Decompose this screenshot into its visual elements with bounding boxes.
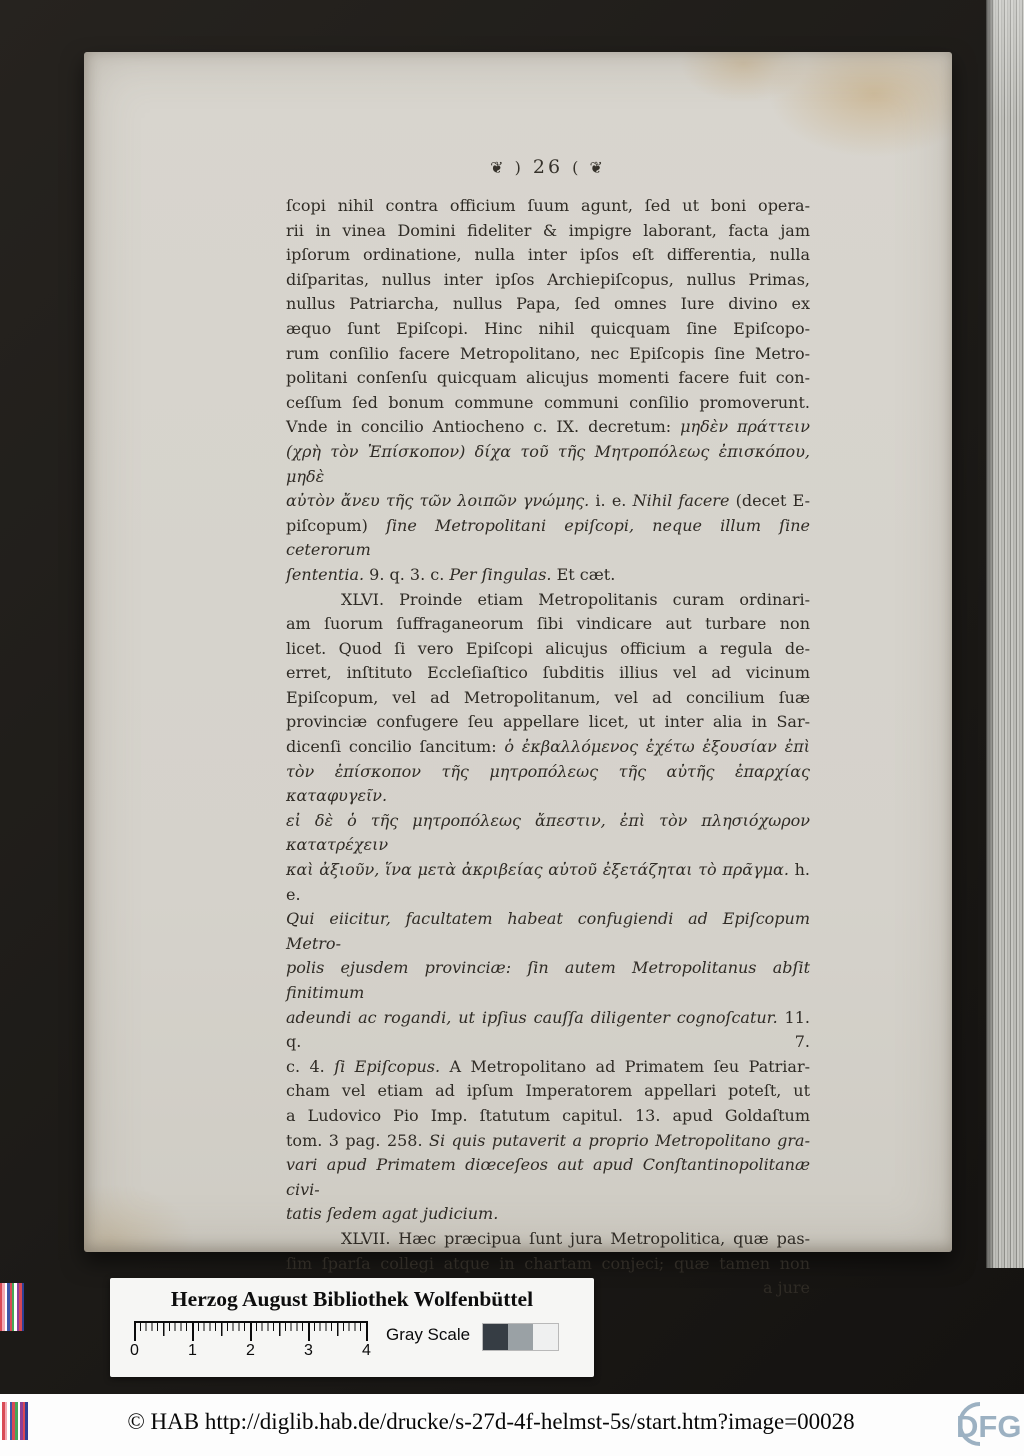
header-ornament-right: ( ❦ (572, 158, 606, 177)
text-segment: erret, inſtituto Eccleſiaſtico ſubditis illius vel ad vicinum (286, 663, 810, 683)
greek-text-segment: καὶ ἀξιοῦν, ἵνα μετὰ ἀκριβείας αὐτοῦ ἐξετάζηται τὸ πρᾶγμα. (286, 860, 789, 880)
text-line (286, 1006, 810, 1055)
text-segment: ſim ſparſa collegi atque in chartam conjeci; quæ tamen non (286, 1253, 810, 1273)
ruler-number: 4 (362, 1342, 371, 1359)
page-text (286, 194, 810, 1301)
text-segment: piſcopum) (286, 515, 387, 535)
text-segment: a jure (762, 1278, 810, 1298)
text-line (286, 735, 810, 760)
text-line (286, 1129, 810, 1154)
italic-text-segment: Nihil facere (632, 491, 736, 511)
italic-text-segment: Si quis putaverit a proprio Metropolitano gra- (429, 1130, 811, 1150)
gray-scale-patch (533, 1324, 558, 1350)
text-segment: ipſorum ordinatione, nulla inter ipſos eſt differentia, nulla (286, 245, 810, 265)
text-segment: c. 4. (286, 1056, 335, 1076)
italic-text-segment: ſententia. (286, 564, 370, 584)
ruler-numbers (130, 1341, 371, 1359)
greek-text-segment: ὁ ἐκβαλλόμενος ἐχέτω ἐξουσίαν ἐπὶ (504, 737, 811, 757)
italic-text-segment: polis ejusdem provinciæ: ſin autem Metropolitanus abſit finitimum (286, 958, 810, 1002)
ruler (130, 1321, 374, 1359)
dfg-logo (944, 1398, 1022, 1450)
text-line (286, 637, 810, 662)
text-segment: tom. 3 pag. 258. (286, 1130, 430, 1150)
greek-text-segment: μηδὲν πράττειν (680, 417, 811, 437)
text-segment: A Metropolitano ad Primatem ſeu Patriar- (440, 1056, 811, 1076)
text-line (286, 760, 810, 809)
text-segment: (decet E- (735, 491, 811, 511)
text-line (286, 956, 810, 1005)
gray-scale-patch (508, 1324, 533, 1350)
text-line (286, 858, 810, 907)
ruler-number: 2 (246, 1342, 255, 1359)
page-text-block (286, 156, 810, 1301)
text-line (286, 194, 810, 219)
text-line (286, 1252, 810, 1277)
text-segment: i. e. (589, 491, 633, 511)
text-line (286, 710, 810, 735)
text-line (286, 440, 810, 489)
text-line (286, 809, 810, 858)
text-segment: am ſuorum ſuffraganeorum ſibi vindicare aut turbare non (286, 614, 810, 634)
italic-text-segment: Per ſingulas. (449, 564, 552, 584)
text-line (286, 489, 810, 514)
greek-text-segment: εἰ δὲ ὁ τῆς μητροπόλεως ἄπεστιν, ἐπὶ τὸν πλησιόχωρον κατατρέχειν (286, 810, 810, 855)
text-line (286, 563, 810, 588)
ruler-number: 0 (130, 1342, 139, 1359)
ruler-ticks (134, 1321, 368, 1341)
page-header (286, 156, 810, 178)
calibration-row (130, 1321, 594, 1359)
ruler-number: 3 (304, 1342, 313, 1359)
text-segment: Vnde in concilio Antiocheno c. IX. decretum: (286, 417, 681, 437)
text-line (286, 292, 810, 317)
text-segment: 9. q. 3. c. (369, 564, 450, 584)
copyright-url: © HAB http://diglib.hab.de/drucke/s-27d-4f-helmst-5s/start.htm?image=00028 (127, 1409, 855, 1434)
library-name: Herzog August Bibliothek Wolfenbüttel (170, 1287, 534, 1311)
reference-card (110, 1278, 594, 1377)
text-line (286, 1202, 810, 1227)
color-stripe (22, 1283, 24, 1331)
text-segment: cham vel etiam ad ipſum Imperatorem appellari poteſt, ut (286, 1081, 810, 1101)
text-segment: rii in vinea Domini fideliter & impigre laborant, facta jam (286, 220, 810, 240)
text-line (286, 1079, 810, 1104)
text-line (286, 342, 810, 367)
text-segment: a Ludovico Pio Imp. ſtatutum capitul. 13. apud Goldaſtum (286, 1105, 810, 1125)
footer-bar (0, 1394, 1024, 1456)
italic-text-segment: vari apud Primatem diœceſeos aut apud Conſtantinopolitanæ civi- (286, 1155, 810, 1199)
color-calibration-bar-small (2, 1402, 28, 1440)
text-segment: Epiſcopum, vel ad Metropolitanum, vel ad concilium ſuæ (286, 687, 810, 707)
text-line (286, 1104, 810, 1129)
book-page (84, 52, 952, 1298)
text-segment: nullus Patriarcha, nullus Papa, ſed omnes Iure divino ex (286, 294, 810, 314)
text-line (286, 1055, 810, 1080)
ruler-number: 1 (188, 1342, 197, 1359)
text-line (286, 317, 810, 342)
color-stripe (25, 1402, 28, 1440)
text-segment: rum conſilio facere Metropolitano, nec Epiſcopis ſine Metro- (286, 343, 810, 363)
header-ornament-left: ❦ ) (490, 158, 524, 177)
gray-scale-patches (482, 1323, 559, 1351)
text-line (286, 661, 810, 686)
text-segment: XLVII. Hæc præcipua ſunt jura Metropolitica, quæ pas- (341, 1228, 810, 1248)
text-line (286, 907, 810, 956)
text-segment: ceſſum ſed bonum commune communi conſilio promoverunt. (286, 392, 810, 412)
text-line (286, 686, 810, 711)
greek-text-segment: αὐτὸν ἄνευ τῆς τῶν λοιπῶν γνώμης. (286, 491, 590, 511)
text-line (286, 219, 810, 244)
text-line (286, 612, 810, 637)
italic-text-segment: ſine Metropolitani epiſcopi, neque illum ſine ceterorum (286, 515, 810, 560)
text-line (286, 366, 810, 391)
gray-scale-label: Gray Scale (386, 1325, 471, 1344)
text-segment: æquo ſunt Epiſcopi. Hinc nihil quicquam ſine Epiſcopo- (286, 318, 810, 338)
text-segment: h. e. (286, 860, 810, 904)
italic-text-segment: ſi Epiſcopus. (334, 1056, 441, 1076)
italic-text-segment: adeundi ac rogandi, ut ipſius cauſſa diligenter cognoſcatur. (286, 1007, 785, 1027)
greek-text-segment: τὸν ἐπίσκοπον τῆς μητροπόλεως τῆς αὐτῆς ἐπαρχίας καταφυγεῖν. (286, 761, 810, 806)
text-segment: politani conſenſu quicquam alicujus momenti facere fuit con- (286, 368, 810, 388)
text-segment: 11. q. 7. (286, 1007, 810, 1052)
text-line (286, 514, 810, 563)
page-number: 26 (532, 156, 564, 178)
text-line (286, 391, 810, 416)
text-line (286, 1227, 810, 1252)
text-segment: licet. Quod ſi vero Epiſcopi alicujus officium a regula de- (286, 638, 810, 658)
text-segment: Et cæt. (551, 564, 616, 584)
text-segment: ſcopi nihil contra officium ſuum agunt, ſed ut boni opera- (286, 196, 810, 215)
text-line (286, 588, 810, 613)
text-segment: provinciæ confugere ſeu appellare licet, ut inter alia in Sar- (286, 712, 810, 732)
color-calibration-bar (0, 1283, 24, 1331)
text-line (286, 415, 810, 440)
text-line (286, 243, 810, 268)
text-line (286, 1153, 810, 1202)
text-segment: XLVI. Proinde etiam Metropolitanis curam ordinari- (341, 589, 810, 609)
italic-text-segment: Qui eiicitur, facultatem habeat confugiendi ad Epiſcopum Metro- (286, 909, 810, 953)
greek-text-segment: (χρὴ τὸν Ἐπίσκοπον) δίχα τοῦ τῆς Μητροπόλεως ἐπισκόπου, μηδὲ (286, 441, 810, 486)
gray-scale-patch (483, 1324, 508, 1350)
text-segment: dicenſi concilio ſancitum: (286, 737, 505, 757)
dfg-logo-graphic (944, 1398, 1022, 1450)
italic-text-segment: tatis ſedem agat judicium. (286, 1204, 499, 1224)
book-fore-edge (986, 0, 1024, 1268)
text-line (286, 268, 810, 293)
dfg-text: DFG (956, 1409, 1022, 1444)
text-segment: diſparitas, nullus inter ipſos Archiepiſcopus, nullus Primas, (286, 269, 810, 289)
